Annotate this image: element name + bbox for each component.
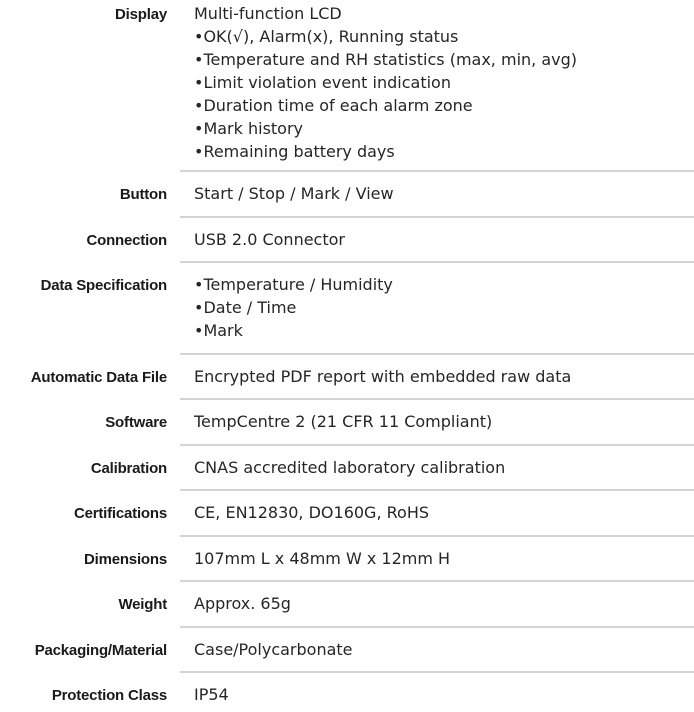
spec-value-line: USB 2.0 Connector (194, 230, 345, 249)
spec-row-data-specification (0, 273, 694, 340)
spec-row-protection-class (0, 683, 694, 707)
spec-value (194, 365, 571, 388)
spec-value-line: •Date / Time (194, 298, 297, 317)
spec-value (194, 592, 291, 615)
spec-value-line: TempCentre 2 (21 CFR 11 Compliant) (194, 412, 493, 431)
spec-value (194, 228, 345, 251)
spec-label: Dimensions (83, 551, 167, 568)
spec-value (194, 273, 393, 342)
spec-label: Automatic Data File (30, 369, 167, 386)
spec-row-calibration (0, 456, 694, 480)
spec-value-line: •Temperature and RH statistics (max, min, avg) (194, 50, 577, 69)
row-divider (180, 353, 694, 355)
row-divider (180, 216, 694, 218)
spec-value-line: •Remaining battery days (194, 142, 395, 161)
spec-row-display (0, 2, 694, 161)
spec-label: Calibration (90, 460, 167, 477)
spec-value-line: IP54 (194, 685, 229, 704)
spec-label: Protection Class (51, 687, 167, 704)
row-divider (180, 489, 694, 491)
spec-value (194, 456, 505, 479)
spec-value-line: Multi-function LCD (194, 4, 342, 23)
spec-label: Certifications (73, 505, 167, 522)
spec-label: Packaging/Material (34, 642, 167, 659)
spec-label: Connection (86, 232, 167, 249)
spec-value-line: CE, EN12830, DO160G, RoHS (194, 503, 429, 522)
spec-label: Button (119, 186, 167, 203)
spec-value-line: Case/Polycarbonate (194, 640, 353, 659)
row-divider (180, 535, 694, 537)
spec-value-line: •Temperature / Humidity (194, 275, 393, 294)
spec-value-line: •Mark history (194, 119, 304, 138)
row-divider (180, 261, 694, 263)
row-divider (180, 398, 694, 400)
spec-value (194, 410, 492, 433)
spec-value-line: Approx. 65g (194, 594, 291, 613)
row-divider (180, 626, 694, 628)
spec-value-line: Start / Stop / Mark / View (194, 184, 394, 203)
spec-value (194, 182, 394, 205)
spec-value (194, 2, 577, 163)
spec-label: Display (115, 6, 167, 23)
spec-row-packaging-material (0, 638, 694, 662)
spec-label: Data Specification (40, 277, 167, 294)
spec-value (194, 547, 450, 570)
spec-value-line: •Limit violation event indication (194, 73, 451, 92)
row-divider (180, 671, 694, 673)
spec-label: Weight (118, 596, 167, 613)
spec-row-software (0, 410, 694, 434)
spec-label: Software (105, 414, 167, 431)
spec-value-line: •Duration time of each alarm zone (194, 96, 473, 115)
spec-value-line: 107mm L x 48mm W x 12mm H (194, 549, 451, 568)
spec-row-certifications (0, 501, 694, 525)
spec-value-line: Encrypted PDF report with embedded raw data (194, 367, 572, 386)
spec-value (194, 501, 429, 524)
row-divider (180, 444, 694, 446)
spec-value-line: •OK(√), Alarm(x), Running status (194, 27, 459, 46)
spec-value-line: CNAS accredited laboratory calibration (194, 458, 506, 477)
spec-value (194, 638, 353, 661)
spec-row-automatic-data-file (0, 365, 694, 389)
spec-row-dimensions (0, 547, 694, 571)
row-divider (180, 170, 694, 172)
spec-row-connection (0, 228, 694, 252)
spec-row-button (0, 182, 694, 206)
spec-row-weight (0, 592, 694, 616)
row-divider (180, 580, 694, 582)
spec-value-line: •Mark (194, 321, 243, 340)
spec-value (194, 683, 229, 706)
